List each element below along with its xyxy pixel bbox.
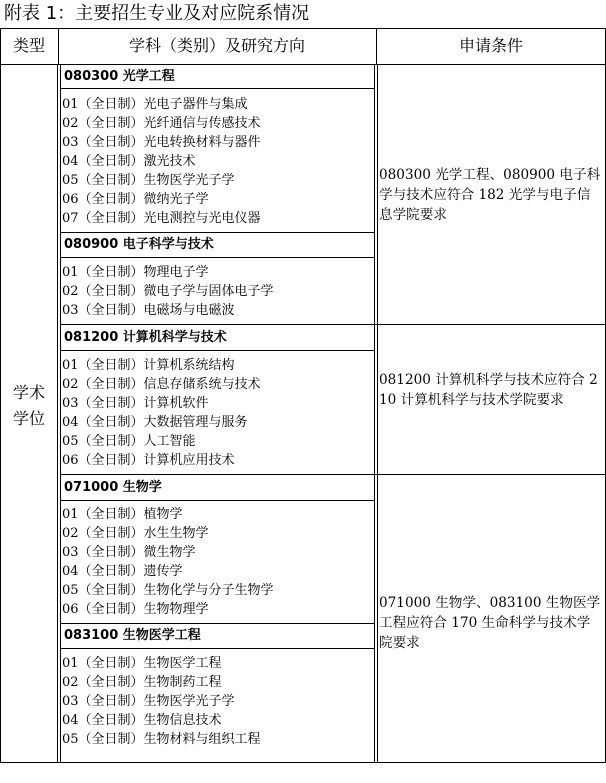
- direction-item: 06（全日制）生物物理学: [62, 602, 209, 617]
- direction-item: 02（全日制）信息存储系统与技术: [62, 377, 261, 392]
- program-title: 081200 计算机科学与技术: [64, 330, 227, 345]
- body-divider-2a: [374, 64, 375, 762]
- program-title: 080900 电子科学与技术: [64, 237, 214, 252]
- direction-item: 05（全日制）生物医学光子学: [62, 173, 235, 188]
- program-title-line: [60, 232, 374, 233]
- program-title-line: [60, 623, 374, 624]
- table-bottom-border: [0, 762, 606, 763]
- type-cell: [0, 380, 58, 432]
- program-title: 071000 生物学: [64, 480, 162, 495]
- type-label-line: 学术: [12, 383, 45, 402]
- program-title-line: [60, 350, 374, 351]
- header-subject: 学科（类别）及研究方向: [128, 36, 305, 55]
- body-divider-1b: [60, 64, 61, 762]
- header-bottom-border: [0, 64, 606, 65]
- direction-item: 01（全日制）光电子器件与集成: [62, 97, 248, 112]
- direction-item: 03（全日制）生物医学光子学: [62, 694, 235, 709]
- direction-item: 02（全日制）微电子学与固体电子学: [62, 284, 274, 299]
- direction-item: 07（全日制）光电测控与光电仪器: [62, 211, 261, 226]
- direction-item: 03（全日制）微生物学: [62, 545, 196, 560]
- program-title: 080300 光学工程: [64, 69, 175, 84]
- condition-text: 071000 生物学、083100 生物医学工程应符合 170 生命科学与技术学院要求: [379, 595, 601, 651]
- direction-item: 04（全日制）遗传学: [62, 564, 183, 579]
- direction-item: 04（全日制）大数据管理与服务: [62, 415, 248, 430]
- direction-item: 01（全日制）物理电子学: [62, 265, 209, 280]
- program-title: 083100 生物医学工程: [64, 628, 201, 643]
- direction-item: 04（全日制）激光技术: [62, 154, 196, 169]
- condition-text: 081200 计算机科学与技术应符合 210 计算机科学与技术学院要求: [379, 372, 598, 408]
- header-type: 类型: [12, 36, 45, 55]
- direction-item: 02（全日制）水生生物学: [62, 526, 209, 541]
- condition-text: 080300 光学工程、080900 电子科学与技术应符合 182 光学与电子信息学院要求: [379, 167, 601, 223]
- direction-item: 01（全日制）生物医学工程: [62, 656, 222, 671]
- direction-item: 01（全日制）计算机系统结构: [62, 358, 235, 373]
- group-separator-2: [60, 474, 606, 475]
- direction-item: 04（全日制）生物信息技术: [62, 713, 222, 728]
- direction-item: 06（全日制）计算机应用技术: [62, 453, 235, 468]
- direction-item: 06（全日制）微纳光子学: [62, 192, 209, 207]
- direction-item: 03（全日制）电磁场与电磁波: [62, 303, 235, 318]
- direction-item: 03（全日制）光电转换材料与器件: [62, 135, 261, 150]
- direction-item: 05（全日制）人工智能: [62, 434, 196, 449]
- header-condition: 申请条件: [458, 36, 523, 55]
- group-separator-1: [60, 324, 606, 325]
- program-title-line: [60, 648, 374, 649]
- page-title: 附表 1：主要招生专业及对应院系情况: [4, 3, 310, 24]
- program-title-line: [60, 257, 374, 258]
- program-title-line: [60, 88, 374, 89]
- direction-item: 02（全日制）光纤通信与传感技术: [62, 116, 261, 131]
- direction-item: 02（全日制）生物制药工程: [62, 675, 222, 690]
- program-title-line: [60, 500, 374, 501]
- type-label-line: 学位: [12, 409, 45, 428]
- direction-item: 05（全日制）生物材料与组织工程: [62, 732, 261, 747]
- body-divider-2b: [377, 64, 378, 762]
- direction-item: 03（全日制）计算机软件: [62, 396, 209, 411]
- direction-item: 05（全日制）生物化学与分子生物学: [62, 583, 274, 598]
- direction-item: 01（全日制）植物学: [62, 507, 183, 522]
